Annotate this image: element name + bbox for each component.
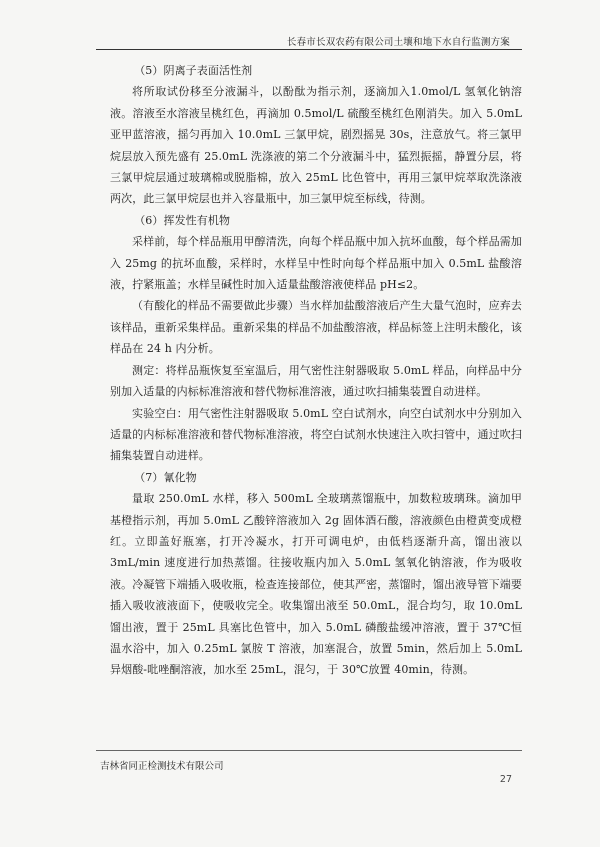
paragraph-cyanide: 量取 250.0mL 水样，移入 500mL 全玻璃蒸馏瓶中，加数粒玻璃珠。滴加甲基橙指示剂，再加 5.0mL 乙酸锌溶液加入 2g 固体酒石酸，溶液颜色由橙黄变成橙红。立即盖好瓶塞，打开冷凝水，打开可调电炉，由低档逐渐升高，馏出液以 3mL/min 速度进行加热蒸馏。往接收瓶内加入 5.0mL 氢氧化钠溶液，作为吸收液。冷凝管下端插入吸收瓶，检查连接部位，使其严密，蒸馏时，馏出液导管下端要插入吸收液液面下，使吸收完全。收集馏出液至 50.0mL，混合均匀，取 10.0mL 馏出液，置于 25mL 具塞比色管中，加入 5.0mL 磷酸盐缓冲溶液，置于 37℃恒温水浴中，加入 0.25mL 氯胺 T 溶液，加塞混合，放置 5min，然后加上 5.0mL 异烟酸-吡唑酮溶液，加水至 25mL，混匀，于 30℃放置 40min，待测。 [110, 492, 522, 677]
paragraph-voc-blank: 实验空白：用气密性注射器吸取 5.0mL 空白试剂水，向空白试剂水中分别加入适量的内标标准溶液和替代物标准溶液，将空白试剂水快速注入吹扫管中，通过吹扫捕集装置自动进样。 [110, 406, 522, 463]
paragraph-anionic-surfactant: 将所取试份移至分液漏斗，以酚酞为指示剂，逐滴加入1.0mol/L 氢氧化钠溶液。溶液至水溶液呈桃红色，再滴加 0.5mol/L 硫酸至桃红色刚消失。加入 5.0mL 亚甲蓝溶液，摇匀再加入 10.0mL 三氯甲烷，剧烈摇晃 30s，注意放气。将三氯甲烷层放入预先盛有 25.0mL 洗涤液的第二个分液漏斗中，猛烈振摇，静置分层，将三氯甲烷层通过玻璃棉或脱脂棉，放入 25mL 比色管中，再用三氯甲烷萃取洗涤液两次，此三氯甲烷层也并入容量瓶中，加三氯甲烷至标线，待测。 [110, 85, 522, 206]
paragraph-voc-acidification: （有酸化的样品不需要做此步骤）当水样加盐酸溶液后产生大量气泡时，应弃去该样品，重新采集样品。重新采集的样品不加盐酸溶液，样品标签上注明未酸化，该样品在 24 h 内分析。 [110, 299, 522, 356]
page-number: 27 [499, 774, 512, 785]
header-title: 长春市长双农药有限公司土壤和地下水自行监测方案 [286, 37, 510, 48]
footer-divider [96, 750, 522, 751]
paragraph-voc-sampling: 采样前，每个样品瓶用甲醇清洗，向每个样品瓶中加入抗坏血酸，每个样品需加入 25mg 的抗坏血酸，采样时，水样呈中性时向每个样品瓶中加入 0.5mL 盐酸溶液，拧紧瓶盖；水样呈碱性时加入适量盐酸溶液使样品 pH≤2。 [110, 235, 522, 292]
header-divider [96, 49, 522, 50]
footer-company: 吉林省同正检测技术有限公司 [100, 761, 224, 772]
section-heading-anionic-surfactant: （5）阴离子表面活性剂 [134, 64, 253, 77]
section-heading-cyanide: （7）氰化物 [134, 470, 197, 484]
paragraph-voc-measurement: 测定：将样品瓶恢复至室温后，用气密性注射器吸取 5.0mL 样品，向样品中分别加入适量的内标标准溶液和替代物标准溶液，通过吹扫捕集装置自动进样。 [110, 363, 522, 399]
body-content [110, 60, 522, 681]
section-heading-voc: （6）挥发性有机物 [134, 213, 231, 227]
